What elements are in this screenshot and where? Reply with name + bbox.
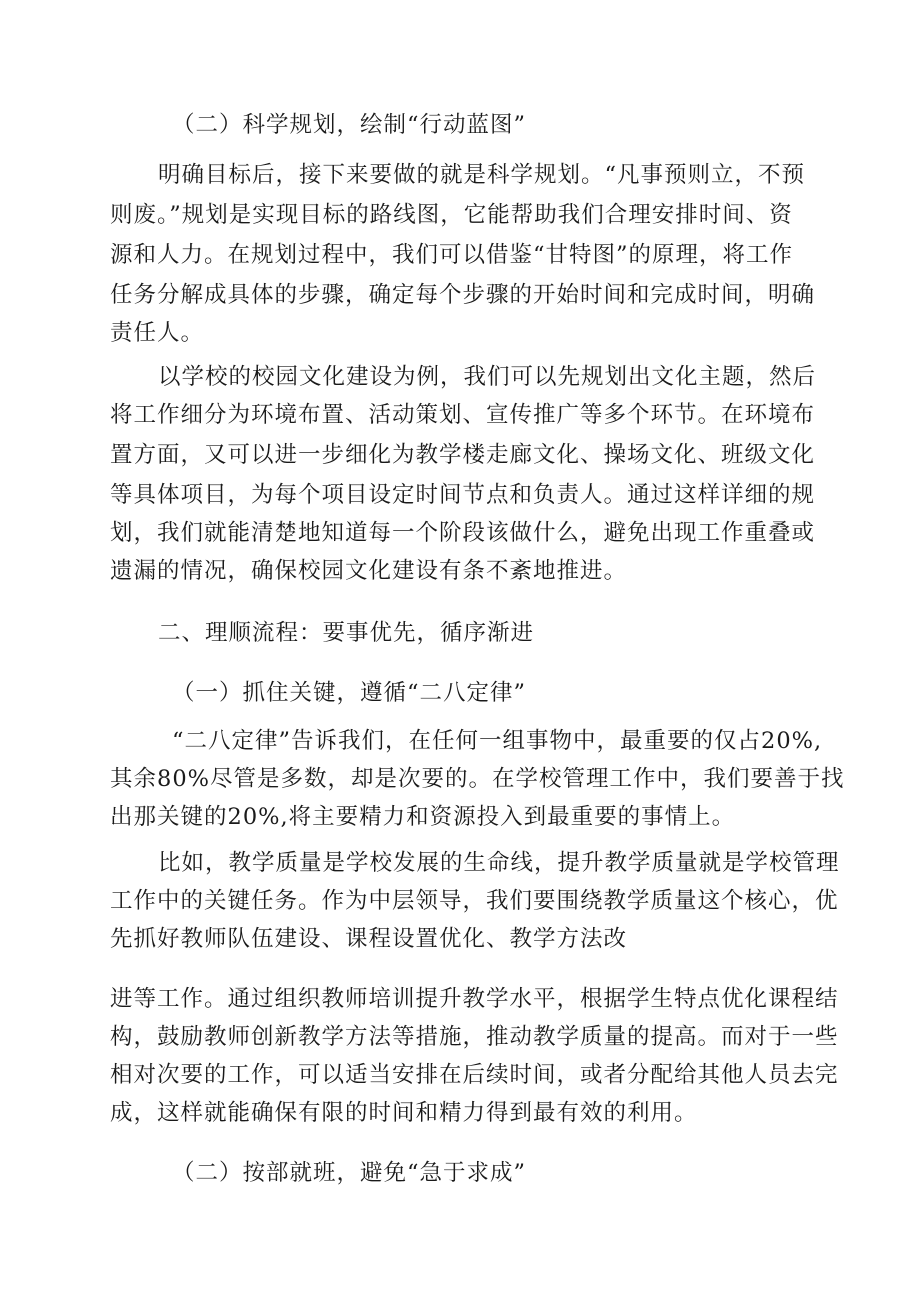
paragraph-line: 划，我们就能清楚地知道每一个阶段该做什么，避免出现工作重叠或 — [110, 520, 816, 546]
paragraph-line: 置方面，又可以进一步细化为教学楼走廊文化、操场文化、班级文化 — [110, 442, 816, 468]
section-heading-streamline-process: 二、理顺流程：要事优先，循序渐进 — [158, 620, 535, 646]
paragraph-line: 比如，教学质量是学校发展的生命线，提升教学质量就是学校管理 — [158, 850, 840, 876]
paragraph-line: “二八定律”告诉我们，在任何一组事物中，最重要的仅占20%, — [172, 728, 823, 754]
paragraph-line: 遗漏的情况，确保校园文化建设有条不紊地推进。 — [110, 558, 628, 584]
paragraph-line: 以学校的校园文化建设为例，我们可以先规划出文化主题，然后 — [158, 364, 817, 390]
paragraph-line: 任务分解成具体的步骤，确定每个步骤的开始时间和完成时间，明确 — [110, 282, 816, 308]
paragraph-line: 源和人力。在规划过程中，我们可以借鉴“甘特图”的原理，将工作 — [110, 242, 794, 268]
paragraph-line: 将工作细分为环境布置、活动策划、宣传推广等多个环节。在环境布 — [110, 402, 816, 428]
paragraph-line: 相对次要的工作，可以适当安排在后续时间，或者分配给其他人员去完 — [110, 1062, 839, 1088]
subheading-pareto-principle: （一）抓住关键，遵循“二八定律” — [172, 680, 527, 706]
paragraph-line: 等具体项目，为每个项目设定时间节点和负责人。通过这样详细的规 — [110, 482, 816, 508]
paragraph-line: 其余80%尽管是多数，却是次要的。在学校管理工作中，我们要善于找 — [110, 766, 845, 792]
paragraph-line: 工作中的关键任务。作为中层领导，我们要围绕教学质量这个核心，优 — [110, 888, 839, 914]
paragraph-line: 进等工作。通过组织教师培训提升教学水平，根据学生特点优化课程结 — [110, 986, 839, 1012]
subheading-step-by-step: （二）按部就班，避免“急于求成” — [172, 1160, 527, 1186]
paragraph-line: 构，鼓励教师创新教学方法等措施，推动教学质量的提高。而对于一些 — [110, 1024, 839, 1050]
paragraph-line: 责任人。 — [110, 320, 205, 346]
paragraph-line: 成，这样就能确保有限的时间和精力得到最有效的利用。 — [110, 1100, 698, 1126]
paragraph-line: 先抓好教师队伍建设、课程设置优化、教学方法改 — [110, 926, 628, 952]
paragraph-line: 则废。”规划是实现目标的路线图，它能帮助我们合理安排时间、资 — [110, 202, 793, 228]
subheading-scientific-planning: （二）科学规划，绘制“行动蓝图” — [172, 112, 527, 138]
paragraph-line: 明确目标后，接下来要做的就是科学规划。“凡事预则立，不预 — [158, 162, 806, 188]
paragraph-line: 出那关键的20%,将主要精力和资源投入到最重要的事情上。 — [110, 804, 736, 830]
